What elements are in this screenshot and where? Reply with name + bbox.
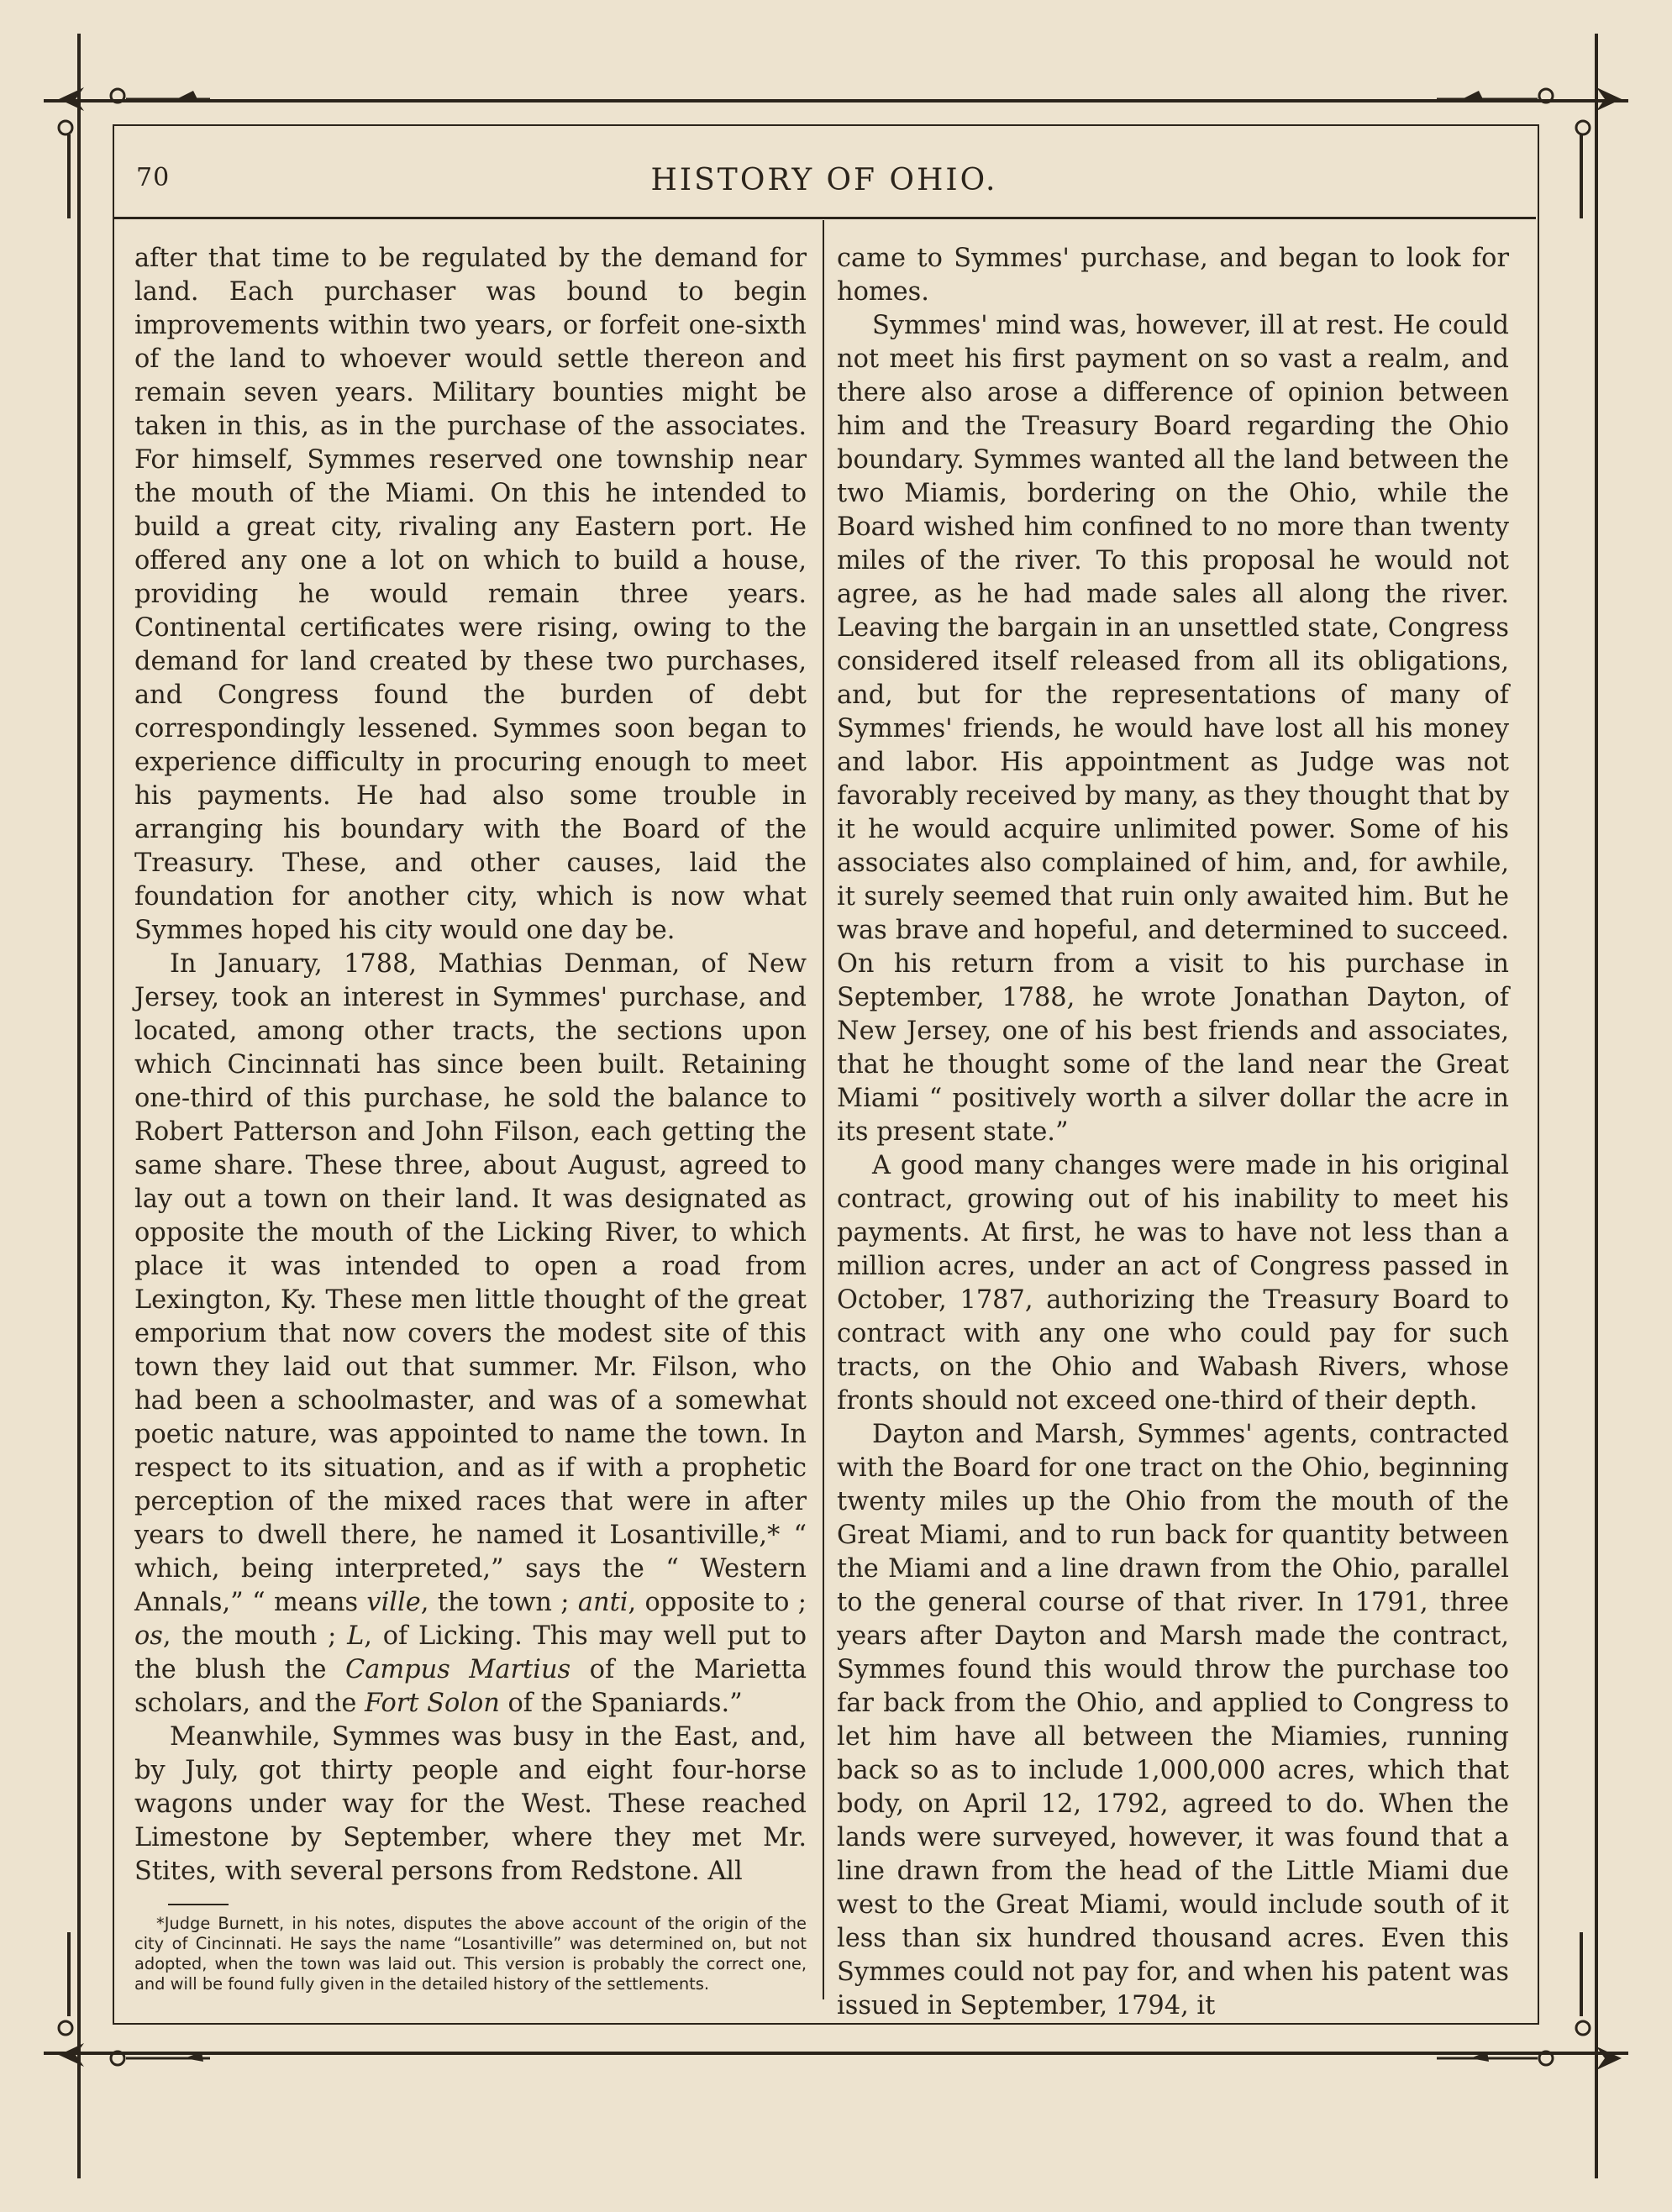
paragraph: Symmes' mind was, however, ill at rest. He could not meet his first payment on so vast a realm, and there also arose a difference of opinion between him and the Treasury Board regarding the Ohio boundary. Symmes wanted all the land between the two Miamis, bordering on the Ohio, while the Board wished him confined to no more than twenty miles of the river. To this proposal he would not agree, as he had made sales all along the river. Leaving the bargain in an unsettled state, Congress considered itself released from all its obligations, and, but for the representations of many of Symmes' friends, he would have lost all his money and labor. His appointment as Judge was not favorably received by many, as they thought that by it he would acquire unlimited power. Some of his associates also complained of him, and, for awhile, it surely seemed that ruin only awaited him. But he was brave and hopeful, and determined to succeed. On his return from a visit to his purchase in September, 1788, he wrote Jonathan Dayton, of New Jersey, one of his best friends and associates, that he thought some of the land near the Great Miami “ positively worth a silver dollar the acre in its present state.”: [837, 311, 1509, 1147]
footnote-text: *Judge Burnett, in his notes, disputes the above account of the origin of the city of Cincinnati. He says the name “Losantiville” was determined on, but not adopted, when the town was laid out. This version is probably the correct one, and will be found fully given in the detailed history of the settlements.: [134, 1914, 807, 1994]
italic-text: Fort Solon: [365, 1689, 500, 1718]
paragraph: after that time to be regulated by the demand for land. Each purchaser was bound to begin improvements within two years, or forfeit one-sixth of the land to whoever would settle thereon and remain seven years. Military bounties might be taken in this, as in the purchase of the associates. For himself, Symmes reserved one township near the mouth of the Miami. On this he intended to build a great city, rivaling any Eastern port. He offered any one a lot on which to build a house, providing he would remain three years. Continental certificates were rising, owing to the demand for land created by these two purchases, and Congress found the burden of debt correspondingly lessened. Symmes soon began to experience difficulty in procuring enough to meet his payments. He had also some trouble in arranging his boundary with the Board of the Treasury. These, and other causes, laid the foundation for another city, which is now what Symmes hoped his city would one day be.: [134, 244, 807, 945]
text-run: of the Spaniards.”: [499, 1689, 743, 1718]
footnote-rule: [168, 1904, 229, 1905]
corner-ornament-top-left: [50, 71, 218, 121]
paragraph: came to Symmes' purchase, and began to look for homes.: [837, 244, 1509, 307]
left-column: [134, 242, 807, 1889]
flourish-left-bottom: [54, 1924, 79, 2041]
corner-ornament-top-right: [1428, 71, 1630, 121]
page-number: 70: [136, 163, 171, 192]
header-rule: [113, 217, 1536, 219]
column-divider: [823, 220, 824, 1999]
border-rule-left: [77, 34, 81, 2178]
paragraph: Meanwhile, Symmes was busy in the East, and, by July, got thirty people and eight four-horse wagons under way for the West. These reached Limestone by September, where they met Mr. Stites, with several persons from Redstone. All: [134, 1722, 807, 1886]
text-run: , of Licking. This may well put to the blush the: [134, 1621, 807, 1684]
italic-text: Campus Martius: [344, 1655, 571, 1684]
italic-text: L: [347, 1621, 365, 1651]
flourish-right-bottom: [1571, 1924, 1596, 2041]
flourish-left-top: [54, 118, 79, 235]
italic-text: anti: [577, 1588, 628, 1617]
paragraph: Dayton and Marsh, Symmes' agents, contracted with the Board for one tract on the Ohio, beginning twenty miles up the Ohio from the mouth of the Great Miami, and to run back for quantity between the Miami and a line drawn from the Ohio, parallel to the general course of that river. In 1791, three years after Dayton and Marsh made the contract, Symmes found this would throw the purchase too far back from the Ohio, and applied to Congress to let him have all between the Miamies, running back so as to include 1,000,000 acres, which that body, on April 12, 1792, agreed to do. When the lands were surveyed, however, it was found that a line drawn from the head of the Little Miami due west to the Great Miami, would include south of it less than six hundred thousand acres. Even this Symmes could not pay for, and when his patent was issued in September, 1794, it: [837, 1420, 1509, 2020]
flourish-right-top: [1571, 118, 1596, 235]
page-header: [113, 158, 1536, 208]
text-run: of the Marietta scholars, and the: [134, 1655, 807, 1718]
paragraph: A good many changes were made in his original contract, growing out of his inability to meet his payments. At first, he was to have not less than a million acres, under an act of Congress passed in October, 1787, authorizing the Treasury Board to contract with any one who could pay for such tracts, on the Ohio and Wabash Rivers, whose fronts should not exceed one-third of their depth.: [837, 1151, 1509, 1416]
text-run: , the mouth ;: [162, 1621, 348, 1651]
border-rule-top: [44, 99, 1628, 102]
text-run: , opposite to ;: [628, 1588, 807, 1617]
paragraph: [134, 948, 807, 1721]
running-head: HISTORY OF OHIO.: [650, 163, 998, 197]
right-column: [837, 242, 1509, 2023]
footnote: [134, 1914, 807, 1994]
text-run: In January, 1788, Mathias Denman, of New Jersey, took an interest in Symmes' purchase, and located, among other tracts, the sections upon which Cincinnati has since been built. Retaining one-third of this purchase, he sold the balance to Robert Patterson and John Filson, each getting the same share. These three, about August, agreed to lay out a town on their land. It was designated as opposite the mouth of the Licking River, to which place it was intended to open a road from Lexington, Ky. These men little thought of the great emporium that now covers the modest site of this town they laid out that summer. Mr. Filson, who had been a schoolmaster, and was of a somewhat poetic nature, was appointed to name the town. In respect to its situation, and as if with a prophetic perception of the mixed races that were in after years to dwell there, he named it Losantiville,* “ which, being interpreted,” says the “ Western Annals,” “ means: [134, 949, 807, 1617]
border-rule-right: [1595, 34, 1598, 2178]
italic-text: ville: [366, 1588, 421, 1617]
border-rule-bottom: [44, 2052, 1628, 2055]
corner-ornament-bottom-right: [1428, 2033, 1630, 2083]
italic-text: os: [134, 1621, 163, 1651]
text-run: , the town ;: [420, 1588, 578, 1617]
